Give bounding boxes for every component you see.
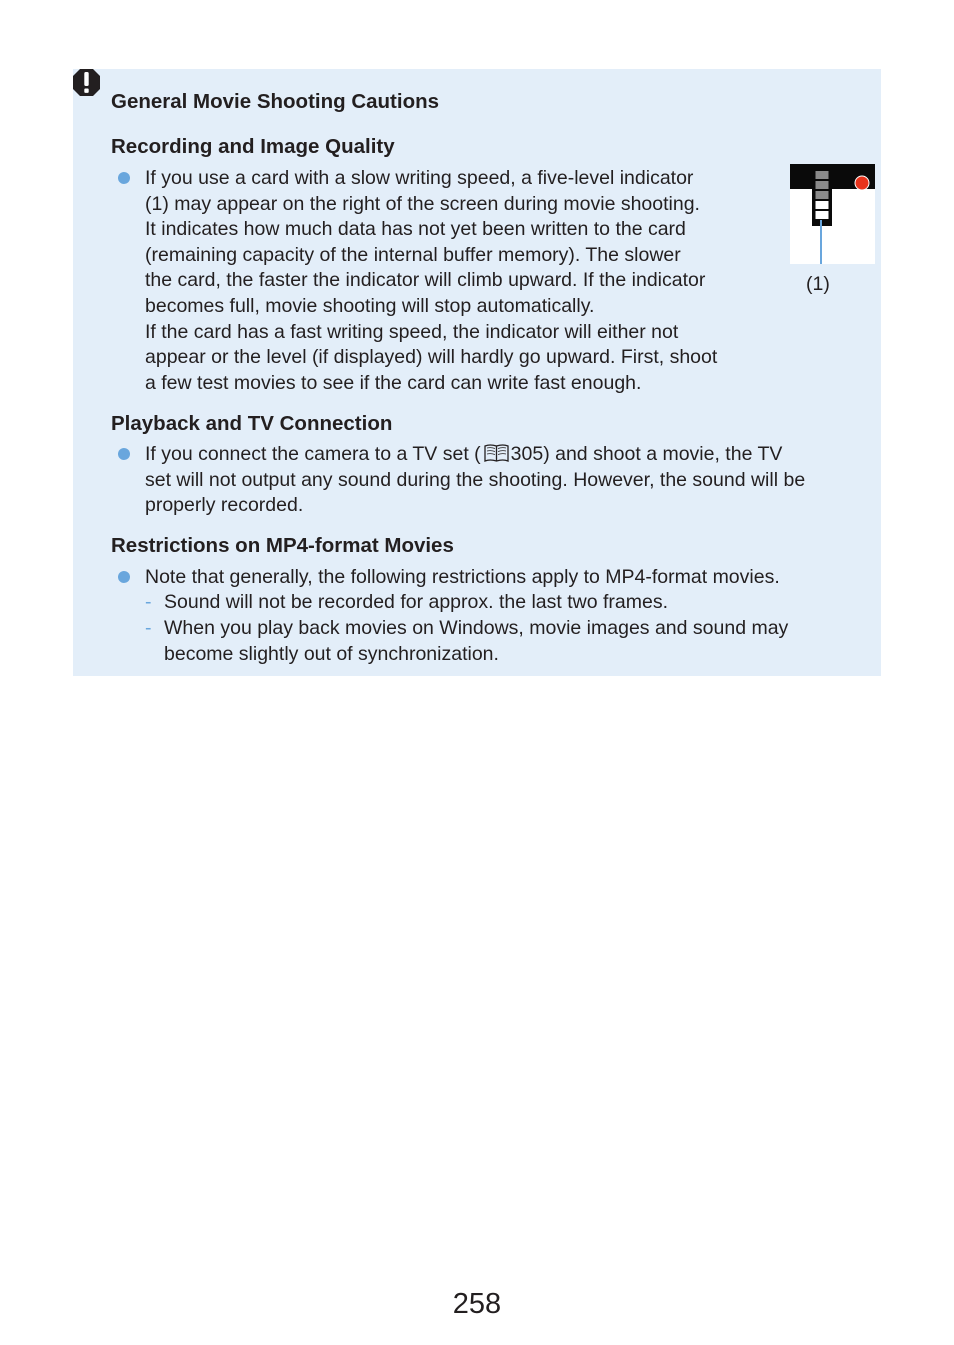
dash-marker: - [145,617,152,639]
book-icon [483,443,510,463]
text-line: the card, the faster the indicator will climb upward. If the indicator [145,269,706,292]
text-segment: If you connect the camera to a TV set ( [145,443,481,465]
dash-marker: - [145,591,152,613]
playback-paragraph [145,442,805,519]
section-heading-restrictions: Restrictions on MP4-format Movies [111,534,454,557]
text-line: appear or the level (if displayed) will hardly go upward. First, shoot [145,346,718,369]
text-line: properly recorded. [145,494,304,517]
text-line: set will not output any sound during the shooting. However, the sound will be [145,468,806,491]
text-line: Sound will not be recorded for approx. the last two frames. [164,591,669,613]
text-line: It indicates how much data has not yet been written to the card [145,218,686,241]
restriction-subitem [164,590,668,616]
text-line: If the card has a fast writing speed, the indicator will either not [145,320,679,343]
bullet-marker [118,448,130,460]
section-heading-recording: Recording and Image Quality [111,135,395,158]
figure-label: (1) [806,273,830,295]
text-segment: ) and shoot a movie, the TV [543,443,783,465]
caution-title: General Movie Shooting Cautions [111,90,440,113]
text-line: becomes full, movie shooting will stop automatically. [145,294,595,317]
text-line: (remaining capacity of the internal buffer memory). The slower [145,243,681,266]
bullet-marker [118,172,130,184]
page-number: 258 [452,1288,502,1320]
restrictions-paragraph: Note that generally, the following restrictions apply to MP4-format movies. [145,566,780,588]
text-line: become slightly out of synchronization. [164,642,499,665]
bullet-marker [118,571,130,583]
caution-icon [72,68,101,97]
page-reference[interactable]: 305 [510,443,544,465]
text-line: When you play back movies on Windows, movie images and sound may [164,617,789,639]
text-line: If you use a card with a slow writing speed, a five-level indicator [145,167,694,189]
text-line: a few test movies to see if the card can write fast enough. [145,371,642,394]
restriction-subitem [164,616,788,667]
section-heading-playback: Playback and TV Connection [111,412,393,435]
text-line [145,442,805,468]
buffer-indicator-figure [790,164,875,264]
recording-paragraph [145,166,717,396]
text-line: (1) may appear on the right of the screen during movie shooting. [145,192,700,215]
